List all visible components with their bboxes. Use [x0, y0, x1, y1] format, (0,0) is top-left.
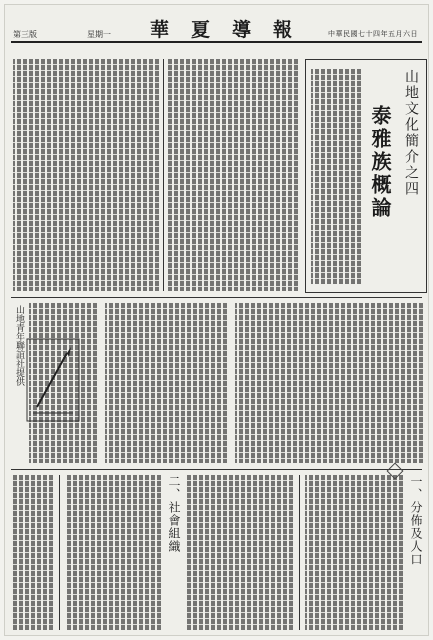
- section-heading-two: 二、社會組織: [167, 475, 181, 553]
- series-title: 山地文化簡介之四: [403, 69, 419, 197]
- article-headline: 泰雅族概論: [368, 105, 392, 220]
- lead-paragraph: [311, 69, 361, 284]
- article-body-middle-right: [235, 303, 423, 463]
- credit-line: 山地青年聯誼社提供: [14, 305, 24, 386]
- weekday: 星期一: [87, 30, 111, 39]
- newspaper-page: [4, 4, 429, 636]
- section-heading-one: 一、分佈及人口: [409, 475, 423, 566]
- band-divider-1: [11, 297, 422, 298]
- article-body-lower-edge: [13, 475, 53, 630]
- article-body-lower-right: [305, 475, 403, 630]
- newspaper-title: 華夏導報: [150, 19, 315, 41]
- article-body-upper-right: [168, 59, 298, 291]
- lower-divider-1: [299, 475, 300, 630]
- article-body-lower-left: [65, 475, 161, 630]
- band-divider-2: [11, 469, 422, 470]
- article-body-upper-left: [13, 59, 159, 291]
- article-body-lower-center: [185, 475, 293, 630]
- lower-divider-2: [59, 475, 60, 630]
- article-body-middle-center: [105, 303, 227, 463]
- publication-date: 中華民國七十四年五月六日: [328, 30, 418, 38]
- masthead-rule: [11, 41, 422, 43]
- pen-illustration: [23, 335, 83, 425]
- masthead: [5, 5, 428, 45]
- column-divider: [163, 59, 164, 291]
- issue-page-number: 第三版: [13, 30, 37, 39]
